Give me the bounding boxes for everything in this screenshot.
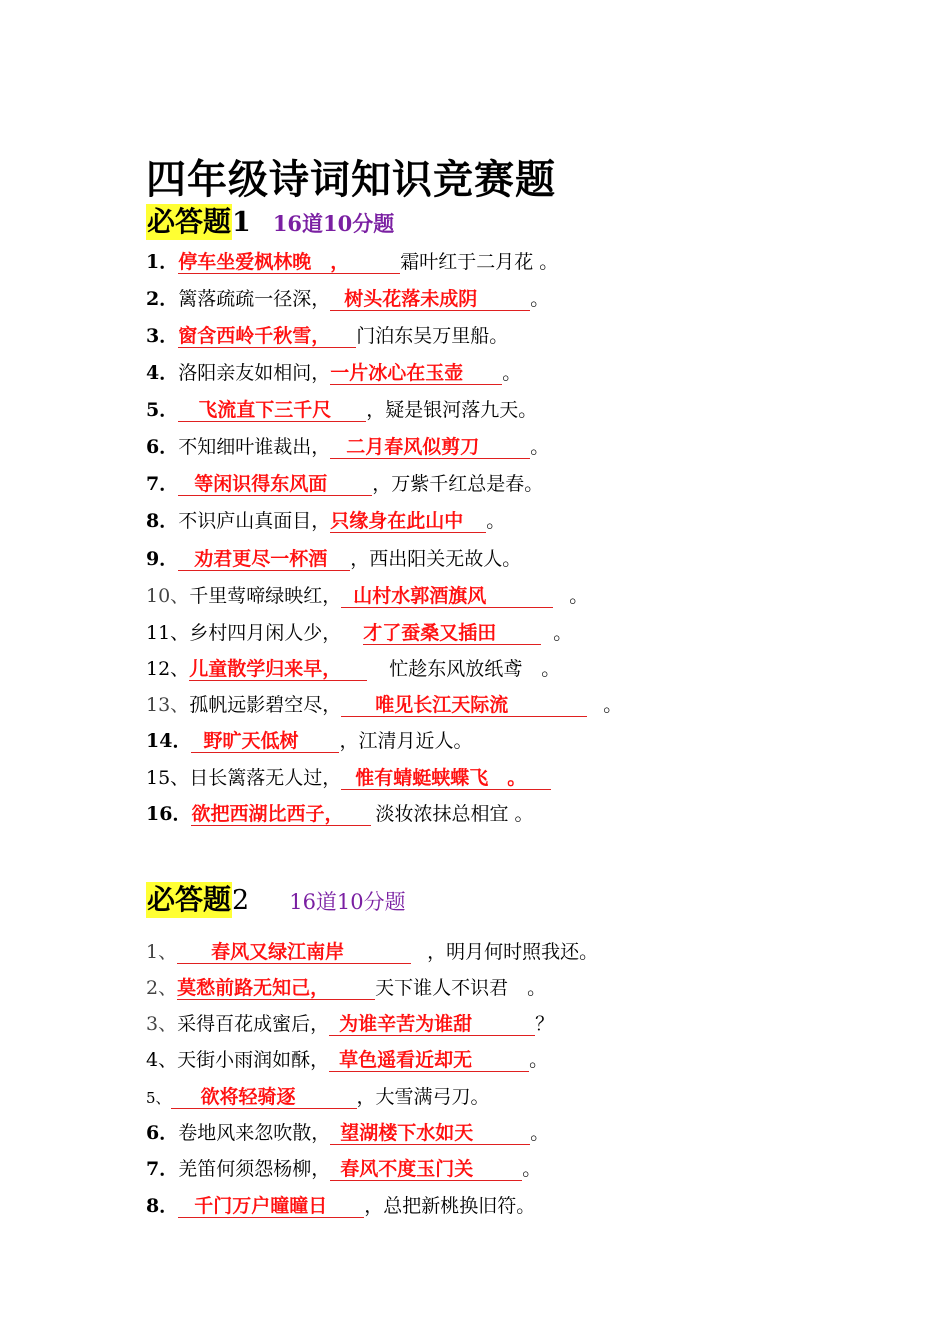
answer-blank: 劝君更尽一杯酒	[178, 548, 350, 571]
question-number: 2．	[146, 288, 179, 310]
question-row	[146, 546, 521, 572]
question-text: 采得百花成蜜后，	[177, 1013, 330, 1035]
question-row	[146, 508, 505, 534]
question-number: 5．	[146, 399, 179, 421]
question-row	[146, 360, 521, 386]
question-number: 15、	[146, 767, 190, 789]
question-text: 。	[529, 1049, 549, 1071]
question-row	[146, 434, 549, 460]
question-text: 。	[502, 362, 522, 384]
question-row	[146, 1047, 548, 1073]
question-text: 淡妆浓抹总相宜 。	[375, 803, 534, 825]
section2-count: 16道10分题	[289, 890, 406, 914]
question-row	[146, 1011, 554, 1037]
answer-blank: 飞流直下三千尺	[178, 399, 366, 422]
answer-blank: 草色遥看近却无	[329, 1049, 529, 1072]
question-row	[146, 939, 598, 965]
answer-blank: 为谁辛苦为谁甜	[329, 1013, 535, 1036]
section1-number: 1	[232, 207, 251, 238]
question-row	[146, 583, 588, 609]
answer-blank: 二月春风似剪刀	[330, 436, 530, 459]
answer-blank: 等闲识得东风面	[178, 473, 372, 496]
section1-heading: 必答题	[147, 205, 232, 238]
answer-blank: 只缘身在此山中	[330, 510, 486, 533]
answer-blank: 山村水郭酒旗风	[341, 585, 553, 608]
question-row	[146, 471, 543, 497]
answer-blank: 才了蚕桑又插田	[363, 622, 541, 645]
answer-blank: 野旷天低树	[191, 730, 339, 753]
question-row	[146, 1193, 535, 1219]
answer-blank: 树头花落未成阴	[330, 288, 530, 311]
question-number: 1．	[146, 251, 179, 273]
question-number: 6．	[146, 436, 179, 458]
question-number: 13、	[146, 694, 190, 716]
question-text: 。	[486, 510, 506, 532]
answer-blank: 欲把西湖比西子，	[191, 803, 371, 826]
question-row	[146, 1120, 549, 1146]
section2-heading: 必答题	[147, 883, 232, 916]
question-number: 7．	[146, 1158, 179, 1180]
question-row	[146, 323, 508, 349]
question-row	[146, 286, 549, 312]
answer-blank: 望湖楼下水如天	[330, 1122, 530, 1145]
question-row	[146, 728, 472, 754]
question-text: 。	[530, 436, 550, 458]
question-text: ，总把新桃换旧符。	[364, 1195, 536, 1217]
question-number: 8．	[146, 1195, 179, 1217]
question-text: 。	[530, 288, 550, 310]
question-number: 6．	[146, 1122, 179, 1144]
question-text: 。	[569, 585, 589, 607]
question-text: ，江清月近人。	[339, 730, 473, 752]
question-text: 不知细叶谁裁出，	[178, 436, 331, 458]
answer-blank: 一片冰心在玉壶	[330, 362, 502, 385]
question-number: 8．	[146, 510, 179, 532]
section1-header	[146, 204, 394, 241]
section1-count: 16道10分题	[272, 211, 395, 236]
question-text: 天街小雨润如酥，	[177, 1049, 330, 1071]
question-text: 天下谁人不识君 。	[375, 977, 547, 999]
question-text: 羌笛何须怨杨柳，	[178, 1158, 331, 1180]
question-text: 门泊东吴万里船。	[356, 325, 509, 347]
question-text: 篱落疏疏一径深，	[178, 288, 331, 310]
question-text: 。	[553, 622, 573, 644]
answer-blank: 莫愁前路无知己，	[177, 977, 375, 1000]
question-text: 不识庐山真面目，	[178, 510, 331, 532]
question-text: 霜叶红于二月花 。	[400, 251, 559, 273]
page-title: 四年级诗词知识竞赛题	[146, 156, 556, 203]
answer-blank: 千门万户曈曈日	[178, 1195, 364, 1218]
question-text: 洛阳亲友如相问，	[178, 362, 331, 384]
question-number: 11、	[146, 622, 190, 644]
question-row	[146, 620, 572, 646]
question-row	[146, 765, 551, 791]
question-row	[146, 249, 558, 275]
question-text: 千里莺啼绿映红，	[189, 585, 342, 607]
question-text: 乡村四月闲人少，	[189, 622, 342, 644]
section2-header	[146, 882, 406, 919]
question-number: 5、	[146, 1089, 171, 1107]
question-number: 14．	[146, 730, 192, 752]
question-row	[146, 801, 534, 827]
answer-blank: 停车坐爱枫林晚 ，	[178, 251, 400, 274]
answer-blank: 儿童散学归来早，	[189, 658, 367, 681]
answer-blank: 春风又绿江南岸	[177, 941, 411, 964]
answer-blank: 窗含西岭千秋雪，	[178, 325, 356, 348]
question-number: 3、	[146, 1013, 178, 1035]
question-text: 。	[522, 1158, 542, 1180]
question-text: 卷地风来忽吹散，	[178, 1122, 331, 1144]
answer-blank: 欲将轻骑逐	[171, 1086, 357, 1109]
section2-number: 2	[232, 885, 250, 916]
question-number: 1、	[146, 941, 178, 963]
question-number: 16．	[146, 803, 192, 825]
question-text: 忙趁东风放纸鸢 。	[389, 658, 561, 680]
answer-blank: 唯见长江天际流	[341, 694, 587, 717]
question-text: 。	[530, 1122, 550, 1144]
question-number: 12、	[146, 658, 190, 680]
question-row	[146, 975, 546, 1001]
question-text: 日长篱落无人过，	[189, 767, 342, 789]
question-row	[146, 397, 537, 423]
question-text: ，西出阳关无故人。	[350, 548, 522, 570]
answer-blank: 惟有蜻蜓蛱蝶飞 。	[341, 767, 551, 790]
question-text: ？	[535, 1013, 555, 1035]
question-text: ，疑是银河落九天。	[366, 399, 538, 421]
question-number: 9．	[146, 548, 179, 570]
question-text: ，万紫千红总是春。	[372, 473, 544, 495]
question-row	[146, 692, 622, 718]
question-number: 2、	[146, 977, 178, 999]
question-text: ，大雪满弓刀。	[356, 1086, 490, 1108]
answer-blank: 春风不度玉门关	[330, 1158, 522, 1181]
question-row	[146, 1084, 490, 1111]
question-number: 4、	[146, 1049, 178, 1071]
question-number: 4．	[146, 362, 179, 384]
question-row	[146, 1156, 541, 1182]
question-number: 3．	[146, 325, 179, 347]
question-text: ，明月何时照我还。	[427, 941, 599, 963]
question-text: 。	[603, 694, 623, 716]
question-row	[146, 656, 560, 682]
question-number: 10、	[146, 585, 190, 607]
question-number: 7．	[146, 473, 179, 495]
question-text: 孤帆远影碧空尽，	[189, 694, 342, 716]
